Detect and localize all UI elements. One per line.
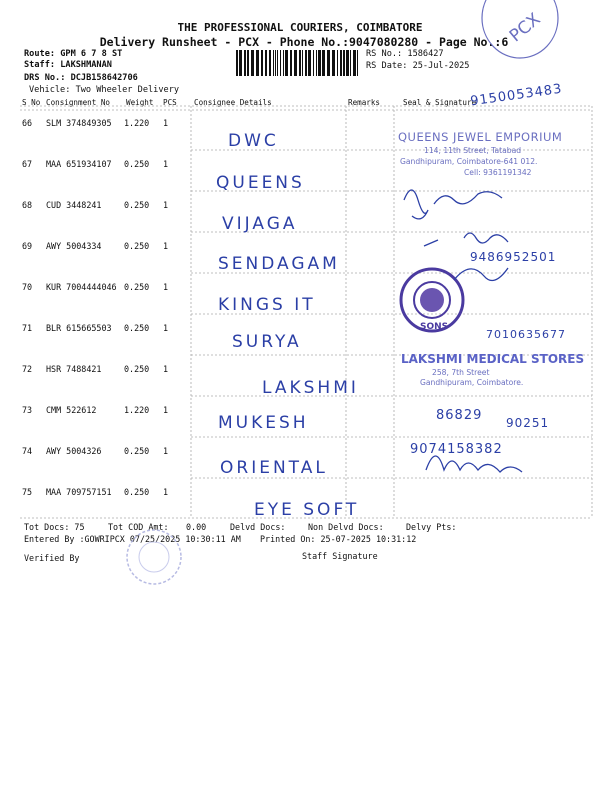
col-pcs: PCS — [163, 98, 177, 107]
row-consignment: AWY 5004334 — [46, 241, 102, 251]
staff: Staff: LAKSHMANAN — [24, 60, 112, 70]
stamp-queens-line3: Cell: 9361191342 — [464, 168, 532, 177]
row-pcs: 1 — [163, 364, 169, 374]
row-consignment: BLR 615665503 — [46, 323, 112, 333]
row-pcs: 1 — [163, 200, 169, 210]
row-consignment: SLM 374849305 — [46, 118, 112, 128]
col-seal: Seal & Signature — [403, 98, 477, 107]
row-consignment: KUR 7004444046 — [46, 282, 117, 292]
total-cod-value: 0.00 — [186, 522, 207, 532]
row-sno: 73 — [22, 405, 33, 415]
row-sno: 66 — [22, 118, 33, 128]
handwritten-phone-2: 7010635677 — [486, 328, 566, 341]
handwritten-num-2: 90251 — [506, 416, 550, 430]
row-consignee-handwritten: EYE SOFT — [254, 500, 360, 520]
company-name: THE PROFESSIONAL COURIERS, COIMBATORE — [177, 21, 423, 34]
row-consignee-handwritten: LAKSHMI — [262, 378, 359, 398]
col-weight: Weight — [126, 98, 154, 107]
row-pcs: 1 — [163, 487, 169, 497]
row-consignee-handwritten: ORIENTAL — [220, 458, 328, 478]
staff-signature: Staff Signature — [302, 551, 378, 561]
col-consignee: Consignee Details — [194, 98, 272, 107]
verified-by: Verified By — [24, 553, 80, 563]
non-delivered-docs: Non Delvd Docs: — [308, 522, 384, 532]
stamp-lakshmi-line1: 258, 7th Street — [432, 368, 490, 377]
row-pcs: 1 — [163, 282, 169, 292]
row-sno: 68 — [22, 200, 33, 210]
row-weight: 0.250 — [124, 364, 150, 374]
row-consignment: AWY 5004326 — [46, 446, 102, 456]
row-consignment: CUD 3448241 — [46, 200, 102, 210]
row-weight: 0.250 — [124, 241, 150, 251]
faded-round-stamp — [116, 528, 192, 586]
row-consignee-handwritten: MUKESH — [218, 413, 309, 433]
row-consignee-handwritten: SENDAGAM — [218, 254, 340, 274]
row-consignment: CMM 522612 — [46, 405, 97, 415]
delivery-points: Delvy Pts: — [406, 522, 457, 532]
row-consignment: HSR 7488421 — [46, 364, 102, 374]
handwritten-top-phone: 9150053483 — [469, 81, 564, 110]
row-sno: 75 — [22, 487, 33, 497]
row-consignee-handwritten: VIJAGA — [222, 214, 298, 234]
row-weight: 1.220 — [124, 118, 150, 128]
col-sno: S No — [22, 98, 41, 107]
row-weight: 0.250 — [124, 159, 150, 169]
row-sno: 71 — [22, 323, 33, 333]
stamp-queens-title: QUEENS JEWEL EMPORIUM — [398, 130, 563, 144]
signature-scribbles — [394, 180, 590, 480]
row-consignee-handwritten: SURYA — [232, 332, 302, 352]
handwritten-phone-3: 9074158382 — [410, 442, 503, 457]
delivered-docs: Delvd Docs: — [230, 522, 286, 532]
row-pcs: 1 — [163, 446, 169, 456]
route: Route: GPM 6 7 8 ST — [24, 49, 123, 59]
row-consignee-handwritten: KINGS IT — [218, 295, 316, 315]
rs-date: RS Date: 25-Jul-2025 — [366, 61, 470, 71]
vehicle: Vehicle: Two Wheeler Delivery — [29, 85, 180, 95]
handwritten-num-1: 86829 — [436, 408, 483, 423]
stamp-queens-line2: Gandhipuram, Coimbatore-641 012. — [400, 157, 538, 166]
row-sno: 67 — [22, 159, 33, 169]
row-weight: 0.250 — [124, 323, 150, 333]
row-pcs: 1 — [163, 118, 169, 128]
rs-number: RS No.: 1586427 — [366, 49, 444, 59]
total-docs: Tot Docs: 75 — [24, 522, 85, 532]
total-cod-label: Tot COD Amt: — [108, 522, 169, 532]
row-weight: 0.250 — [124, 282, 150, 292]
stamp-lakshmi-title: LAKSHMI MEDICAL STORES — [401, 352, 585, 366]
row-consignee-handwritten: QUEENS — [216, 173, 305, 193]
row-pcs: 1 — [163, 241, 169, 251]
drs-number: DRS No.: DCJB158642706 — [24, 73, 138, 83]
runsheet-title: Delivery Runsheet - PCX - Phone No.:9047080280 - Page No.:6 — [99, 35, 509, 49]
col-consignment: Consignment No — [46, 98, 111, 107]
table-row — [0, 479, 600, 520]
row-sno: 69 — [22, 241, 33, 251]
row-sno: 72 — [22, 364, 33, 374]
row-pcs: 1 — [163, 405, 169, 415]
row-weight: 0.250 — [124, 446, 150, 456]
stamp-lakshmi-line2: Gandhipuram, Coimbatore. — [420, 378, 524, 387]
entered-by: Entered By :GOWRIPCX 07/25/2025 10:30:11 AM — [24, 534, 241, 544]
printed-on: Printed On: 25-07-2025 10:31:12 — [260, 534, 417, 544]
row-consignment: MAA 651934107 — [46, 159, 112, 169]
row-pcs: 1 — [163, 323, 169, 333]
row-weight: 1.220 — [124, 405, 150, 415]
col-remarks: Remarks — [348, 98, 381, 107]
handwritten-phone-1: 9486952501 — [470, 250, 557, 264]
round-stamp-text: SONS — [420, 322, 449, 332]
row-sno: 70 — [22, 282, 33, 292]
row-weight: 0.250 — [124, 487, 150, 497]
row-pcs: 1 — [163, 159, 169, 169]
row-weight: 0.250 — [124, 200, 150, 210]
row-sno: 74 — [22, 446, 33, 456]
stamp-queens-line1: 114, 11th Street, Tatabad — [424, 146, 522, 155]
row-consignee-handwritten: DWC — [228, 131, 279, 151]
row-consignment: MAA 709757151 — [46, 487, 112, 497]
corner-stamp-text: PCX — [505, 9, 545, 47]
